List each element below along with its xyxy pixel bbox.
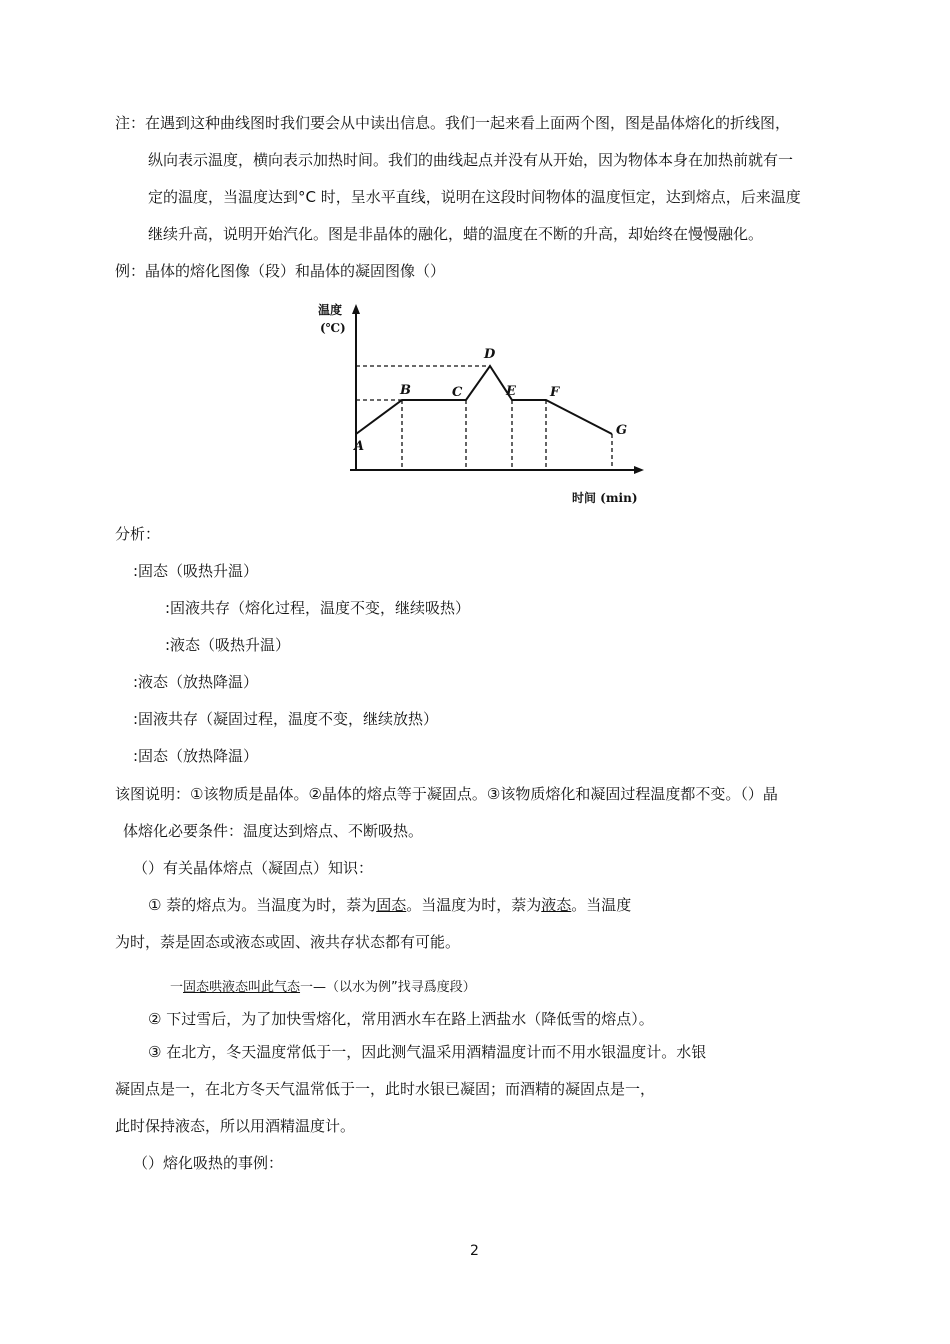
knowledge-heading: （）有关晶体熔点（凝固点）知识： — [133, 859, 374, 877]
analysis-item-1: :固态（吸热升温） — [133, 562, 259, 580]
item-1-liquid: 液态 — [541, 896, 572, 914]
example-line: 例：晶体的熔化图像（段）和晶体的凝固图像（） — [115, 262, 446, 280]
note-line-4: 继续升高，说明开始汽化。图是非晶体的融化，蜡的温度在不断的升高，却始终在慢慢融化。 — [148, 225, 764, 243]
page-number: 2 — [470, 1243, 479, 1259]
knowledge-item-3: ③ 在北方，冬天温度常低于一，因此测气温采用酒精温度计而不用水银温度计。水银 — [148, 1043, 707, 1061]
item-1-text-c: 。当温度为时，萘为 — [406, 896, 542, 914]
knowledge-item-1 — [148, 895, 631, 915]
analysis-title: 分析： — [115, 525, 161, 543]
analysis-item-4: :液态（放热降温） — [133, 673, 259, 691]
temperature-time-graph — [310, 298, 650, 510]
aside-rest: 一—（以水为例”找寻爲度段） — [300, 980, 476, 995]
note-line-1: 注：在遇到这种曲线图时我们要会从中读出信息。我们一起来看上面两个图，图是晶体熔化的折线图， — [115, 114, 791, 132]
point-label-B: B — [400, 383, 411, 398]
point-label-E: E — [506, 384, 516, 399]
point-label-A: A — [354, 439, 365, 454]
aside-underlined: 固态哄液态叫此气态 — [183, 980, 301, 995]
aside-dash: 一 — [170, 980, 184, 995]
item-1-text-a: ① 萘的熔点为。当温度为时，萘为 — [148, 896, 377, 914]
point-label-D: D — [484, 347, 496, 362]
explain-line-1: 该图说明：①该物质是晶体。②晶体的熔点等于凝固点。③该物质熔化和凝固过程温度都不变。（）晶 — [115, 785, 778, 803]
explain-line-2: 体熔化必要条件：温度达到熔点、不断吸热。 — [123, 822, 424, 840]
analysis-item-5: :固液共存（凝固过程，温度不变，继续放热） — [133, 710, 439, 728]
knowledge-item-3-line-3: 此时保持液态，所以用酒精温度计。 — [115, 1117, 356, 1135]
analysis-item-3: :液态（吸热升温） — [165, 636, 291, 654]
point-label-C: C — [452, 385, 463, 400]
knowledge-item-2: ② 下过雪后，为了加快雪熔化，常用洒水车在路上洒盐水（降低雪的熔点）。 — [148, 1010, 654, 1028]
note-line-3: 定的温度，当温度达到°C 时，呈水平直线，说明在这段时间物体的温度恒定，达到熔点，后来温度 — [148, 188, 801, 206]
analysis-item-6: :固态（放热降温） — [133, 747, 259, 765]
y-axis-label-line-1: 温度 — [318, 303, 343, 317]
y-axis-label-line-2: (℃) — [320, 321, 346, 335]
y-axis-arrow — [352, 304, 360, 314]
x-axis-arrow — [634, 466, 644, 474]
melt-heading: （）熔化吸热的事例： — [133, 1154, 284, 1172]
guide-lines — [356, 366, 612, 470]
y-axis-label — [318, 302, 346, 335]
aside-note — [170, 978, 476, 998]
x-axis-label: 时间 (min) — [572, 491, 638, 505]
knowledge-item-1-line-2: 为时，萘是固态或液态或固、液共存状态都有可能。 — [115, 933, 461, 951]
point-label-G: G — [616, 423, 628, 438]
item-1-solid: 固态 — [376, 896, 407, 914]
note-line-2: 纵向表示温度，横向表示加热时间。我们的曲线起点并没有从开始，因为物体本身在加热前就有一 — [148, 151, 794, 169]
point-label-F: F — [550, 385, 560, 400]
analysis-item-2: :固液共存（熔化过程，温度不变，继续吸热） — [165, 599, 471, 617]
item-1-text-e: 。当温度 — [571, 896, 632, 914]
knowledge-item-3-line-2: 凝固点是一，在北方冬天气温常低于一，此时水银已凝固；而酒精的凝固点是一， — [115, 1080, 656, 1098]
